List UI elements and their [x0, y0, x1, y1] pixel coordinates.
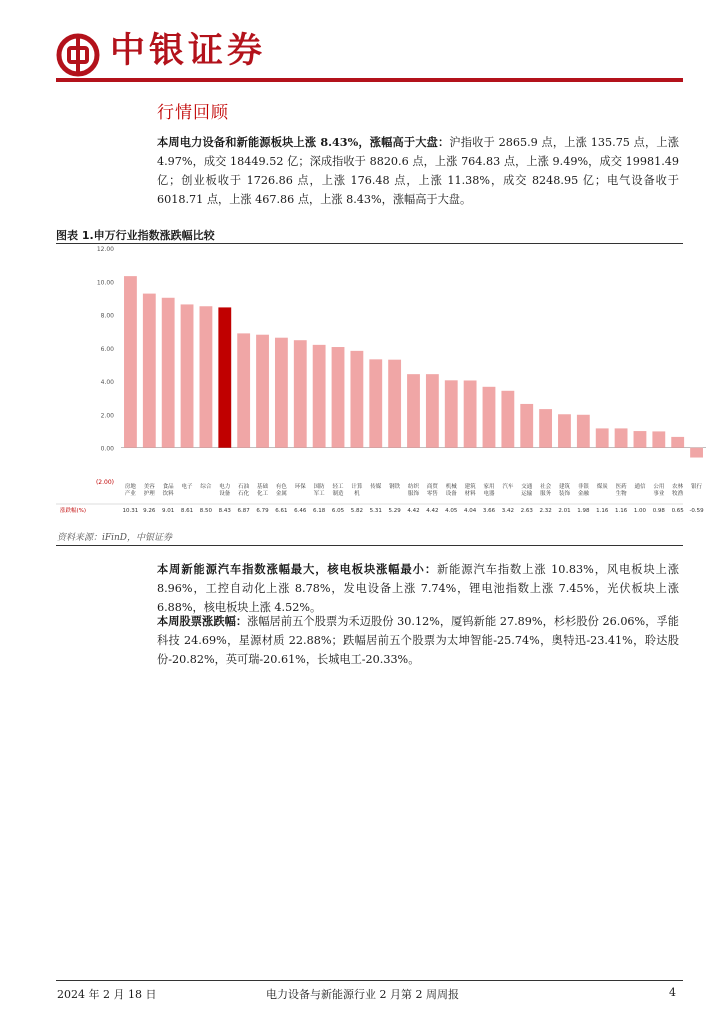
industry-change-bar-chart — [56, 244, 704, 519]
bar — [388, 360, 401, 448]
category-label: 国防军工 — [313, 484, 325, 497]
figure-source: 资料来源：iFinD，中银证券 — [57, 533, 173, 543]
bar — [426, 374, 439, 448]
section-title: 行情回顾 — [157, 103, 229, 123]
y-tick-label: 6.00 — [100, 345, 114, 353]
value-label: 0.98 — [652, 508, 665, 514]
category-label: 家用电器 — [483, 484, 495, 497]
bar — [671, 437, 684, 448]
category-label: 美容护理 — [143, 484, 155, 497]
value-label: 6.87 — [237, 508, 250, 514]
y-tick-label: 12.00 — [96, 246, 114, 253]
value-label: 5.29 — [388, 508, 401, 514]
paragraph-body: 涨幅居前五个股票为禾迈股份 30.12%，厦钨新能 27.89%，杉杉股份 26.06%，孚能科技 24.69%，星源材质 22.88%；跌幅居前五个股票为太坤智能-25.74%，奥特迅-23.41%，聆达股份-20.82%，英可瑞-20.61%，长城电工-20.33%。 — [157, 615, 679, 666]
bar — [501, 391, 514, 448]
category-label: 通信 — [634, 484, 646, 490]
value-label: 2.32 — [539, 508, 552, 514]
bars-group — [124, 276, 703, 457]
category-labels — [125, 482, 703, 497]
value-label: 6.61 — [275, 508, 288, 514]
value-label: 10.31 — [122, 508, 139, 514]
value-label: 9.01 — [162, 508, 175, 514]
bar — [143, 294, 156, 448]
category-label: 农林牧渔 — [672, 484, 684, 497]
category-label: 基础化工 — [257, 484, 269, 497]
bar — [577, 415, 590, 448]
stock-movers-paragraph — [157, 612, 679, 669]
category-label: 银行 — [691, 484, 703, 490]
value-label: 5.31 — [369, 508, 382, 514]
category-label: 建筑装饰 — [558, 484, 570, 497]
category-label: 石油石化 — [238, 484, 250, 497]
paragraph-lead: 本周股票涨跌幅： — [157, 614, 248, 628]
category-label: 医药生物 — [615, 484, 627, 497]
category-label: 汽车 — [502, 484, 514, 490]
y-tick-label: (2.00) — [95, 479, 114, 486]
value-label: 9.26 — [143, 508, 156, 514]
bar — [445, 380, 458, 447]
bar — [483, 387, 496, 448]
value-label: 6.18 — [313, 508, 326, 514]
y-tick-label: 10.00 — [96, 279, 114, 287]
bar — [237, 333, 250, 447]
category-label: 电力设备 — [219, 484, 231, 497]
bar — [218, 307, 231, 447]
bar — [256, 335, 269, 448]
y-tick-label: 4.00 — [100, 379, 114, 387]
value-label: 6.46 — [294, 508, 307, 514]
bar — [350, 351, 363, 448]
bar — [634, 431, 647, 448]
bar — [294, 340, 307, 448]
y-tick-label: 2.00 — [100, 412, 114, 420]
category-label: 综合 — [200, 484, 212, 490]
value-label: 1.16 — [596, 508, 609, 514]
value-label: 8.50 — [199, 508, 213, 514]
y-tick-label: 8.00 — [100, 312, 114, 320]
category-label: 传媒 — [370, 484, 382, 490]
value-label: 4.42 — [426, 508, 439, 514]
category-label: 电子 — [181, 484, 193, 490]
bar — [313, 345, 326, 448]
bar — [200, 306, 213, 447]
value-label: 4.04 — [463, 508, 477, 514]
bar — [539, 409, 552, 448]
bar — [407, 374, 420, 448]
category-label: 机械设备 — [445, 484, 457, 497]
paragraph-body: 新能源汽车指数上涨 10.83%，风电板块上涨 8.96%，工控自动化上涨 8.78%，发电设备上涨 7.74%，锂电池指数上涨 7.45%，光伏板块上涨 6.88%，核电板块上涨 4.52%。 — [157, 563, 679, 614]
category-label: 轻工制造 — [332, 484, 344, 497]
bar — [181, 304, 194, 447]
paragraph-lead: 本周电力设备和新能源板块上涨 8.43%，涨幅高于大盘： — [157, 135, 450, 149]
category-label: 环保 — [294, 484, 306, 490]
bar — [520, 404, 533, 448]
figure-title: 图表 1.申万行业指数涨跌幅比较 — [56, 229, 215, 242]
value-row-label: 涨跌幅(%) — [60, 508, 87, 514]
category-label: 公用事业 — [653, 484, 665, 497]
bar — [275, 338, 288, 448]
value-label: 4.05 — [445, 508, 458, 514]
bar — [332, 347, 345, 448]
category-label: 食品饮料 — [162, 484, 174, 497]
category-label: 商贸零售 — [426, 484, 438, 497]
category-label: 房地产业 — [124, 484, 136, 497]
bar — [615, 428, 628, 447]
value-label: 6.05 — [331, 508, 345, 514]
value-label: 0.65 — [671, 508, 684, 514]
category-label: 有色金属 — [275, 484, 287, 497]
market-overview-paragraph — [157, 133, 679, 209]
page-number: 4 — [669, 986, 676, 999]
value-label: 3.42 — [501, 508, 514, 514]
bar — [124, 276, 137, 448]
category-label: 钢铁 — [389, 484, 401, 490]
category-label: 社会服务 — [540, 484, 552, 497]
sub-sector-paragraph — [157, 560, 679, 617]
figure-bottom-rule — [56, 545, 683, 546]
category-label: 计算机 — [351, 484, 363, 497]
category-label: 交通运输 — [521, 484, 533, 497]
bank-of-china-logo-icon — [56, 33, 100, 77]
value-label: 8.43 — [218, 508, 231, 514]
category-label: 煤炭 — [596, 484, 608, 490]
footer-report-title: 电力设备与新能源行业 2 月第 2 周周报 — [266, 988, 459, 1001]
bar — [162, 298, 175, 448]
value-label: 8.61 — [180, 508, 194, 514]
category-label: 非银金融 — [577, 484, 589, 497]
header-divider — [56, 78, 683, 82]
bar — [464, 380, 477, 447]
category-label: 建筑材料 — [464, 484, 476, 497]
bar — [558, 414, 571, 447]
bar — [369, 359, 382, 447]
value-label: 3.66 — [482, 508, 496, 514]
value-label: 5.82 — [350, 508, 364, 514]
value-label: 1.98 — [577, 508, 590, 514]
category-label: 纺织服饰 — [407, 484, 420, 497]
footer-divider — [56, 980, 683, 981]
footer-date: 2024 年 2 月 18 日 — [57, 988, 157, 1001]
value-label: 4.42 — [407, 508, 420, 514]
value-label: 2.01 — [558, 508, 571, 514]
value-label: 1.16 — [614, 508, 628, 514]
brand-name: 中银证券 — [110, 31, 267, 71]
y-tick-label: 0.00 — [100, 445, 114, 453]
bar — [690, 448, 703, 458]
value-label: -0.59 — [689, 508, 704, 514]
paragraph-lead: 本周新能源汽车指数涨幅最大，核电板块涨幅最小： — [157, 562, 437, 576]
bar — [596, 428, 609, 447]
value-label: 1.00 — [633, 508, 647, 514]
value-label: 2.63 — [520, 508, 533, 514]
paragraph-body: 沪指收于 2865.9 点，上涨 135.75 点，上涨 4.97%，成交 18449.52 亿；深成指收于 8820.6 点，上涨 764.83 点，上涨 9.49%，成交 19981.49 亿；创业板收于 1726.86 点，上涨 176.48 点，上涨 11.38%，成交 8248.95 亿；电气设备收于 6018.71 点，上涨 467.86 点，上涨 8.43%，涨幅高于大盘。 — [157, 136, 679, 206]
value-label: 6.79 — [256, 508, 269, 514]
bar — [652, 431, 665, 447]
value-row — [56, 504, 704, 514]
